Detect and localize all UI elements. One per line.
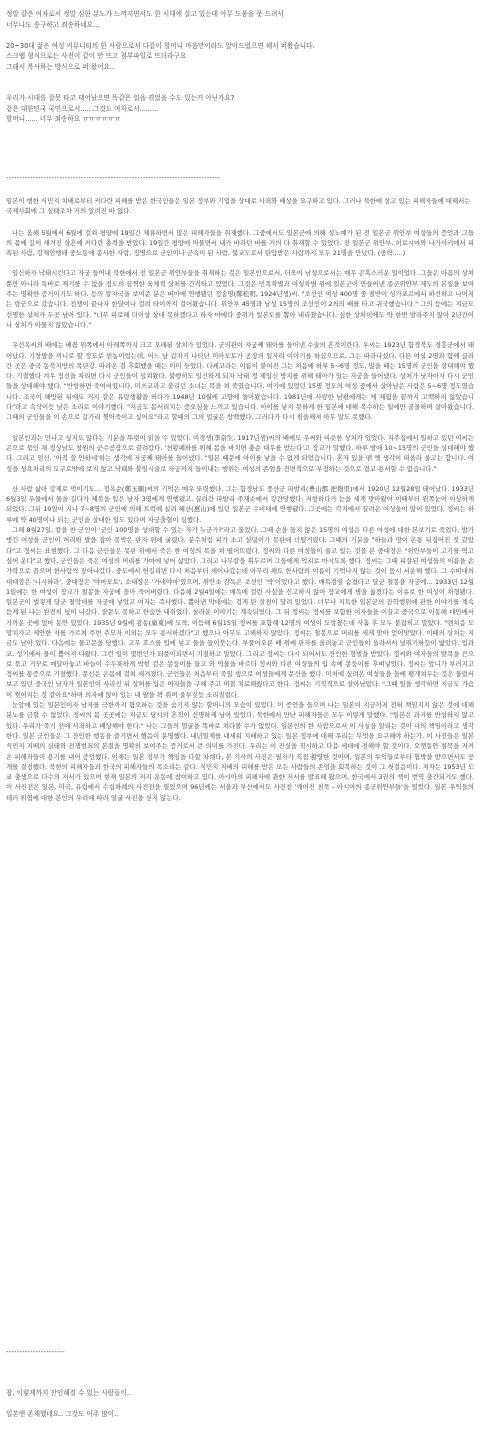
intro-line: 너무나도 송구하고 죄송하네요... [6, 20, 100, 29]
intro-line: 할머니...... 너무 죄송하요 ㅠㅠㅠㅠㅠㅠ [6, 115, 121, 123]
article-paragraph: 임신하자 낙태시킨다고 자궁 들어내 북한에서 전 일본군 위안부들을 취재하는 것은 일본인으로서, 더욱이 남성으로서는 매우 곤혹스러운 일이었다. 그들은 아픔의 상처뿐만 아니라 특바로 재거를 수 없을 정도의 끔찍한 육체적 상처를 간직하고 있었다. 그것은 민족차별과 여성차별 위에 일본군이 만들어낸 종군위안부 제도의 본질을 보여주는 명확한 증거이기도 하다. 등의 칼자국을 보여준 분은 버마에 연행됐던 정송명(鄭松明, 1924년생)씨. "조선인 여성 400명 중 절반이 싱가포르에서 하선하고 나머지는 랑군으로 갔습니다. 전쟁이 끝나자 한달이나 걸려 타이까지 걸어왔습니다. 위안부 45명과 남성 15명의 조선인이 2척의 배를 타고 귀국했습니다." 그의 등에는 지금도 선명한 상처가 두곳 남아 있다. "너무 피로해 더이상 상대 못하겠다고 하자 마에다 중위가 일본도를 뽑아 내리쳤습니다. 심한 상처이에도 약 한번 발라주지 않아 2년간이나 상처가 아물지 않았습니다." [6, 269, 474, 329]
intro-line: 우리가 시대를 잘못 타고 태어났으면 똑같은 일을 겪었을 수도 있는거 아닌가요? [6, 94, 235, 102]
intro-line: 그래서 복사하는 방식으로 퍼 왔어요.. [6, 62, 115, 71]
outro-line: 일본엔 존재했네요.. 그것도 아주 많이.. [6, 1410, 119, 1418]
article-paragraph: 일본인과는 만나고 싶지도 않다는 기분을 뚜렷이 읽을 수 있었다. 이경생(李京生, 1917년생)씨의 배에도 우씨와 비슷한 상처가 있었다. 지주집에서 일하고 있던 이씨는 곤으로 묶인 채 경상남도 창원의 군수공장으로 끌려갔다. '천황폐하를 위해 몸을 바치면 충순 대우를 받는다'고 장교가 말했다. 하루 밤에 10~15명의 군인을 상대해야 했다. 그리고 임신. '아직 쓸 만하네'하는 생각에 자궁째 태아를 들어냈다. "일본 때문에 아이를 낳을 수 없게 되었습니다. 혼자 있을 땐 옛 생각이 떠올라 울고는 합니다. 여성을 성욕처리의 도구로밖에 보지 않고 낙태와 불임시술로 자궁까지 들어내는 행위는 여성의 존엄을 전면적으로 부정하는 것으로 결코 용서할 수 없습니다." [6, 433, 474, 473]
intro-text [6, 9, 474, 125]
intro-blank [6, 30, 474, 41]
outro-line: 참. 이렇게까지 잔인해질 수 있는 사람들이.. [6, 1389, 132, 1397]
intro-line: 스크랩 형식으로는 사진이 같이 안 뜨고 첨부파일로 뜨더라구요 [6, 52, 187, 60]
intro-line: 같은 대한민국 국민으로서..... 그것도 여자로서......... [6, 104, 159, 113]
outro-blank [6, 1399, 474, 1410]
article-body [6, 196, 474, 803]
intro-blank [6, 72, 474, 83]
article-paragraph: 그해 8월27일, 칼을 찬 군인이 '군인 100명을 상대할 수 있는 자가 누군가?'라고 물었다. 그때 손을 들지 않은 15명의 여성은 다른 여성에 대한 본보기로 죽었다. 발가벗긴 여성을 군인이 머리와 발을 잡아 못박은 판자 위에 굴렸다. 분수처럼 피가 소고 살덩이가 못판에 너덜거렸다. 그때의 기분을 "하늘과 땅이 온통 뒤집어진 것 같았다"고 정씨는 표현했다. 그 다음 군인들은 못판 위에서 죽은 한 여성의 목을 쳐 떨어뜨렸다. 정씨와 다른 여성들이 울고 있는 것을 본 중대장은 "위안부들이 고기를 먹고 싶어 운다"고 했다. 군인들은 죽은 여성의 머리를 가마에 넣어 삶았다. 그리고 나무칼을 휘두르며 그들에게 억지로 마시도록 했다. 정씨는 그때 피살된 여성들의 이름을 손가락으로 꼽으며 한사람씩 짚어나갔다. 중도에서 헌길리면 다시 처음부터 세어나갔는데 아무리 해도 한사람의 이름이 기억나지 않는 것이 몹시 서운해 했다. 그 수비대의 대대장은 '니시하라', 중대장은 '야마모토', 소대장은 '가네야마'였으며, 위안소 감독은 조선인 '박'이었다고 했다. 매독검열 숨겼다고 달군 철봉을 자궁에… 1933년 12월1일에는 한 여성이 장교가 철봉을 자궁에 꽂아 죽어버렸다. 다음해 2월4일에는 매독에 걸린 사실을 신고하지 않아 장교에게 병을 옮겼다는 이유로 한 여성이 처형됐다. 일본군이 벌겋게 달군 철막대를 자궁에 넣었고 여자는 즉사했다. 뽑아낸 막대에는 검게 탄 살점이 달려 있었다. 너무나 지독한 일본군의 잔학행위에 관한 이야기를 계속 듣게 된 나는 완전히 넋이 나갔다. 잘문도 못하고 한숨만 내쉬었다. 놀라운 이야기는 계속되었다. 그 뒤 정씨는 정씨를 포함한 여자들을 이끌고 중국으로 이동해 대만에서 가까운 곳에 얼마 동안 있었다. 1935년 9월에 광동(廣東)에 도착, 이듬해 6월15일 정씨를 포함해 12명의 여성이 도망쳤는데 사흘 후 모두 붙잡히고 말았다. "맨처음 도망치자고 제안한 자를 가르쳐 주면 주모자 이외는 모두 용서하겠다"고 했으나 아무도 고해하지 않았다. 정씨는 철봉으로 머리를 세게 맞아 얻어맞았다. 이때의 상처는 지금도 남아 있다. 다음에는 물고문을 당했다. 고무 호스를 입에 넣고 물을 들이붓는다. 부풀어오른 배 위에 판자를 올려놓고 군인들이 올라서서 널뛰기하듯이 밟았다. 입과 코, 성기에서 물이 뿜어져 나왔다. 그런 일이 몇번인가 되풀이되면서 기절하고 말았다. 그리고 정씨는 다시 되어서도 잔인한 형벌을 받았다. 정씨와 여자들의 발목을 끈으로 묶고 거꾸로 매달아놓고 바늘이 수두룩하게 박힌 검은 몽둥이를 들고 와 먹물을 바르더 정씨와 다른 여성들의 입 속에 몽둥이를 후벼넣었다. 정씨는 앞니가 부러지고 정씨를 통증으로 기절했다. 문신은 온몸에 걸쳐 새겨졌다. 군인들은 처음부터 죽일 생으로 여성들에게 문신을 했다. 미처에 실려온 여성들을 들에 팽개쳐두는 것은 물렀서 보고 있던 중국인 남자가 일본인이 사라진 뒤 상처를 입은 여자들을 구해 주고 며칠 치료해줬다고 한다. 정씨는 기적적으로 살아남았다. "그때 일을 생각하면 지금도 가슴이 찢어지는 것 같아요"하며 의자에 앉아 있는 내 팔을 꽉 쥐며 울부짖듯 소리질렀다. [6, 526, 474, 699]
article-paragraph: 우선옥씨의 배에는 배꼽 위쪽에서 아래쪽까지 크고 오래된 상처가 있었다. 군의관이 자궁째 태아를 들어낸 수술의 흔적이란다. 우씨는 1923년 함경북도 경흥군에서 태어났다. 기창발을 끼니로 할 정도로 빈농이었는데, 어느 날 갑자기 나타난 미아모토가 공장의 일자리 이야기를 하셨으므로, 그는 따라나섰다. 다른 여성 2명과 함께 끌려간 곳은 중국 동북지방의 목단강. 따라온 걸 후회했을 때는 이미 늦었다. 다케코라는 이름이 붙여진 그는 처음에 하루 5~6명 정도, 많을 때는 15명의 군인을 상대해야 했다. 기절했다 겨우 정신을 차리면 다시 군인들이 덮쳐왔다. 불행히도 임신하게 되자 낙태 경 제임신 방지를 위해 태아가 있는 자궁을 들어냈다. 상처가 낫자마자 다시 군인들을 상대해야 했다. "반항하면 죽여버렸니다. 미쓰코라고 불리던 소녀는 목을 쳐 죽였습니다. 여기에 있었던 15명 정도의 여성 중에서 살아남은 사람은 5~6명 정도였습니다. 조국이 해방된 뒤에도 거지 같은 유랑생활을 하다가 1948년 10월에 고향에 돌아왔습니다. 1981년에 사랑한 남편에게는 제 체험을 끝까지 고백하지 않았습니다"라고 속삭이듯 낮은 소리로 이야기했다. "지금도 몸서리치는 증오심을 느끼고 있습니다. 아이를 낳지 못하게 한 일본에 대해 복수하는 일에만 골몰하며 살아왔습니다. 그때의 군인들을 이 손으로 갈가리 찢어죽이고 싶어요"라고 할때의 그의 얼굴은 창백했다. 그러다가 다시 침울해져 아무 말도 못했다. [6, 341, 474, 422]
article-paragraph: 나는 올해 5월에서 6월에 걸쳐 평양에 19일간 체류하면서 많은 피해자들을 취재했다. 그중에서도 일본군에 의해 성노예가 된 전 일본군 위안부 여성들의 증언과 그들의 몸에 깊이 새겨진 상흔에 커다란 충격을 받았다. 19일간 평양에 머물면서 내가 바라던 바를 거의 다 취재할 수 있었다. 전 일본군 위안부, 히로시마와 나가사키에서 피폭된 사람, 강제연행돼 중노동에 종사한 사람, 징병으로 군인이나 군속이 된 사람, 불교도로서 탄압받은 사람까지 모두 21명을 만났다. (중략.....) [6, 228, 474, 258]
article-paragraph: 눈앞에 있는 일본인이자 남자를 극한까지 혐오하는 것을 숨기지 않는 할머니의 모습이 있었다. 이 증언을 들으며 나는 일본이 지금까지 전혀 책임지지 않은 것에 대해 분노를 금할 수 없었다. 정씨의 몸 곳곳에는 지금도 당시의 흔적이 선명하게 남아 있었다. 북한에서 만난 피해자들은 모두 이렇게 말했다. "일본은 과거를 반성하지 않고 있다. 우리가 죽기 전에 사죄하고 배상해야 한다." 나는 그들의 얼굴을 똑바로 쳐다볼 수가 없었다. 일본인의 한 사람으로서 이 사실을 알리는 것이 나의 책임이라고 생각한다. 일본 군인들은 그 잔인한 행동을 즐기면서 했음이 분명했다. 내년일제를 내세워 지배하고 있는 일본 정부에 대해 우리는 무엇을 요구해야 하는가. 이 사진들은 일본 식민지 지배의 실태와 전쟁범죄의 본질을 명확히 보여주는 증거로서 큰 의미를 가진다. 우리는 이 진실을 직시하고 다음 세대에 전해야 할 것이다. 오랫동안 침묵을 지켜온 피해자들이 용기를 내어 증언했다. 이제는 일본 정부가 책임을 다할 차례다. 본 기사의 사진은 필자가 직접 촬영한 것이며, 일본의 우익들로부터 협박을 받으면서도 공개를 결정했다. 북한의 피해자들과 한국의 피해자들의 목소리는 같다. 식민지 지배의 피해를 받은 모든 사람들의 존엄을 회복하는 것이 그 첫걸음이다. 저자는 1953년 도쿄 출생으로 다수의 저서가 있으며 현재 일본의 저지 운동에 참여하고 있다. 아시아의 피해자에 관한 저서를 발표해 왔으며, 한국에서 3권의 책이 번역 출간되기도 했다. 이 사진전은 일본, 미국, 유럽에서 수십차례의 사진전을 열었으며 96년에는 서울과 부산에서도 사진전 '깨어진 침묵 - 아시아의 종군위안부들'을 열었다. 일본 우익들의 테러 위협에 대한 본인의 우려에 따라 얼굴 사진을 싣지 않는다. [6, 701, 474, 802]
divider-bottom: ---------------------- [6, 1348, 65, 1356]
article-summary: 일본이 행한 식민지 치배로부터 커다란 피해를 받은 한국인들은 일본 정부와 기업을 상대로 사죄와 배상을 요구하고 있다. 그러나 북한에 살고 있는 피해자들에 대해서는 국제사회에 그 실태조차 거의 알려진 바 없다. [6, 197, 471, 216]
intro-blank [6, 83, 474, 94]
intro-line: 정말 같은 여자로서 정말 심한 분노가 느껴지면서도 한 시대에 살고 있는데 아무 도움을 못 드려서 [6, 10, 284, 18]
outro-text [6, 1388, 474, 1420]
divider-top: -------------------------------------------------------------------------------- [6, 174, 221, 182]
article-paragraph: 산 사람 삶아 강제로 먹이기도… 정옥순(鄭玉順)씨의 기억은 매우 또렷했다. 그는 함경남도 풍산군 파발리(豊山郡 把撥里)에서 1920년 12월28일 태어났다. 1933년 6월3일 우물에서 물을 길다가 제복을 입은 남자 3명에게 연행됐고, 끌려간 파발리 주재소에서 강간당했다. 저항하다가 눈을 세게 맞아왔어 이때부터 왼쪽눈이 이상하게 되었다. 그뒤 10일이 지나 7~8명의 군인에 의해 트럭에 실려 혜산(惠山)에 있던 일본군 수비대에 연행됐다. 그곳에는 각지에서 끌려온 여성들이 많이 있었다. 정씨는 하루에 약 40명이나 되는 군인을 상대한 일도 있다며 자궁출혈이 심했다. [6, 484, 474, 524]
intro-line: 20~30대 젊은 여성 커뮤니티의 한 사람으로서 다같이 할머니 마음만이라도 알아드렸으면 해서 퍼왔습니다. [6, 41, 315, 50]
